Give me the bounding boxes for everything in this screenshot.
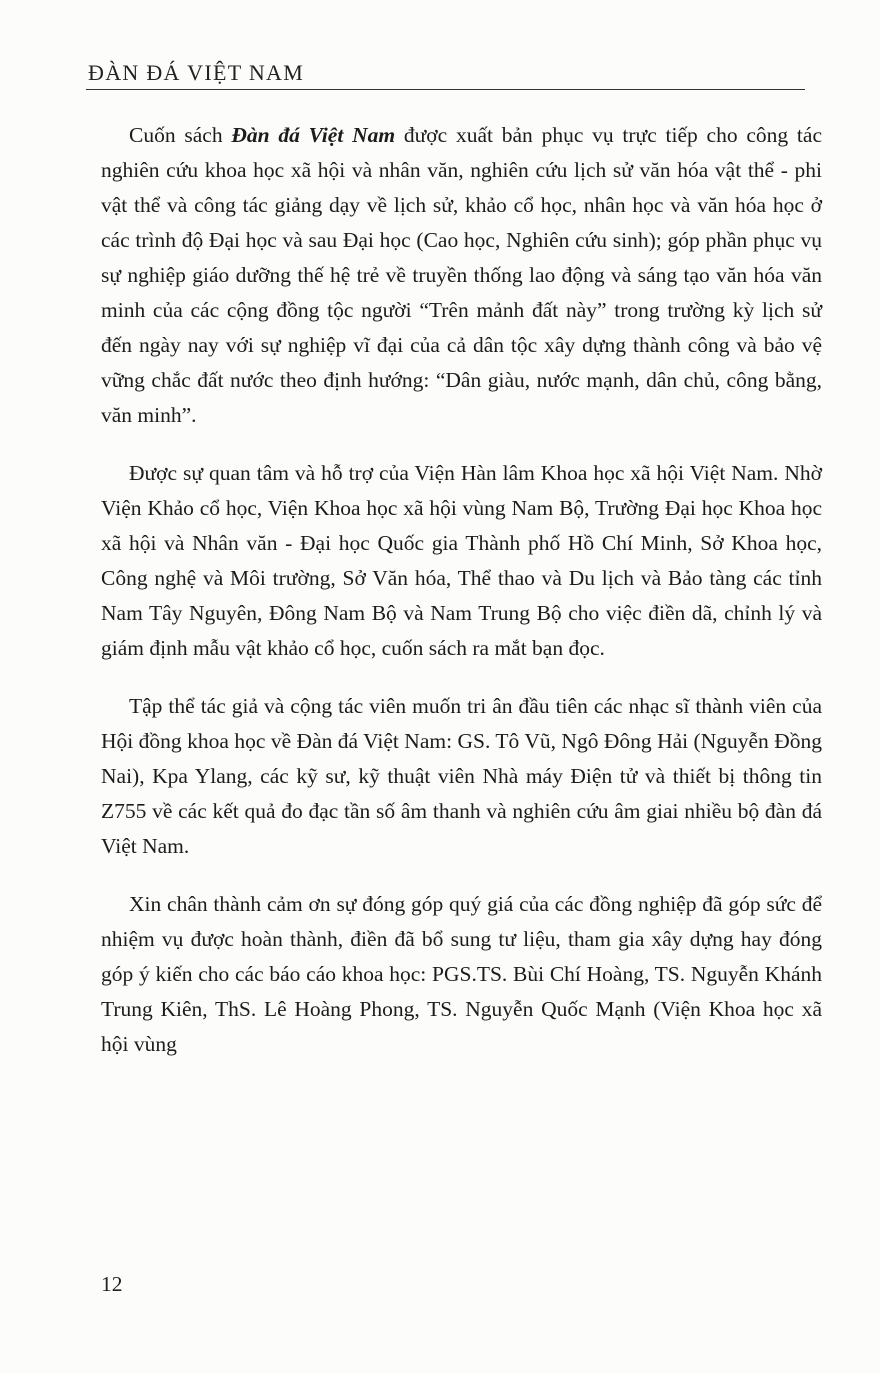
paragraph-1-rest: được xuất bản phục vụ trực tiếp cho công tác nghiên cứu khoa học xã hội và nhân văn, nghiên cứu lịch sử văn hóa vật thể - phi vật thể và công tác giảng dạy về lịch sử, khảo cổ học, nhân học và văn hóa học ở các trình độ Đại học và sau Đại học (Cao học, Nghiên cứu sinh); góp phần phục vụ sự nghiệp giáo dưỡng thế hệ trẻ về truyền thống lao động và sáng tạo văn hóa văn minh của các cộng đồng tộc người “Trên mảnh đất này” trong trường kỳ lịch sử đến ngày nay với sự nghiệp vĩ đại của cả dân tộc xây dựng thành công và bảo vệ vững chắc đất nước theo định hướng: “Dân giàu, nước mạnh, dân chủ, công bằng, văn minh”. (101, 123, 822, 427)
paragraph-2: Được sự quan tâm và hỗ trợ của Viện Hàn lâm Khoa học xã hội Việt Nam. Nhờ Viện Khảo cổ học, Viện Khoa học xã hội vùng Nam Bộ, Trường Đại học Khoa học xã hội và Nhân văn - Đại học Quốc gia Thành phố Hồ Chí Minh, Sở Khoa học, Công nghệ và Môi trường, Sở Văn hóa, Thể thao và Du lịch và Bảo tàng các tỉnh Nam Tây Nguyên, Đông Nam Bộ và Nam Trung Bộ cho việc điền dã, chỉnh lý và giám định mẫu vật khảo cổ học, cuốn sách ra mắt bạn đọc. (101, 461, 822, 660)
paragraph-1-lead: Cuốn sách (129, 123, 232, 147)
paragraph-4: Xin chân thành cảm ơn sự đóng góp quý giá của các đồng nghiệp đã góp sức để nhiệm vụ được hoàn thành, điền đã bổ sung tư liệu, tham gia xây dựng hay đóng góp ý kiến cho các báo cáo khoa học: PGS.TS. Bùi Chí Hoàng, TS. Nguyễn Khánh Trung Kiên, ThS. Lê Hoàng Phong, TS. Nguyễn Quốc Mạnh (Viện Khoa học xã hội vùng (101, 892, 822, 1056)
paragraph-1 (101, 118, 822, 433)
body-text (101, 118, 822, 1062)
running-header: ĐÀN ĐÁ VIỆT NAM (88, 60, 305, 85)
page-number: 12 (101, 1272, 123, 1296)
header-rule (86, 89, 805, 90)
book-title-emphasis: Đàn đá Việt Nam (231, 123, 396, 147)
paragraph-3: Tập thể tác giả và cộng tác viên muốn tri ân đầu tiên các nhạc sĩ thành viên của Hội đồng khoa học về Đàn đá Việt Nam: GS. Tô Vũ, Ngô Đông Hải (Nguyễn Đồng Nai), Kpa Ylang, các kỹ sư, kỹ thuật viên Nhà máy Điện tử và thiết bị thông tin Z755 về các kết quả đo đạc tần số âm thanh và nghiên cứu âm giai nhiều bộ đàn đá Việt Nam. (101, 694, 822, 858)
